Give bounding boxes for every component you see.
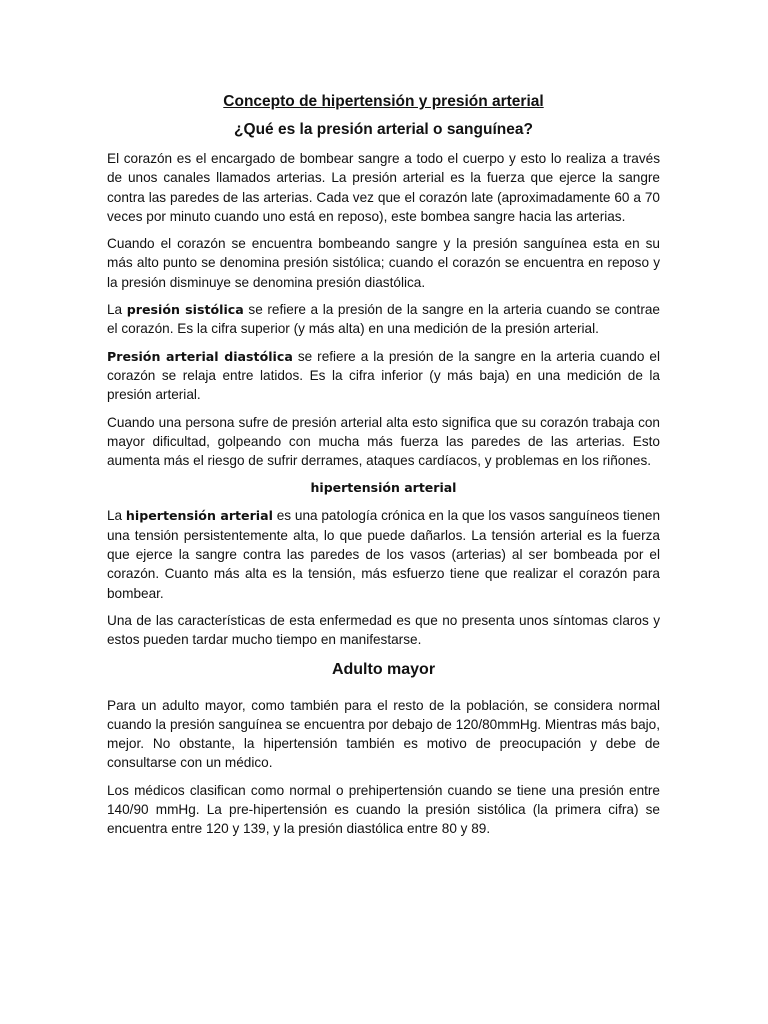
paragraph-symptoms: Una de las características de esta enfermedad es que no presenta unos síntomas claros y estos pueden tardar mucho tiempo en manifestarse. (107, 612, 660, 648)
paragraph-classification: Los médicos clasifican como normal o prehipertensión cuando se tiene una presión entre 140/90 mmHg. La pre-hipertensión es cuando la presión sistólica (la primera cifra) se encuentra entre 120 y 139, y la presión diastólica entre 80 y 89. (107, 782, 660, 837)
paragraph-text: se refiere a la presión de la sangre en la arteria cuando el corazón se relaja entre latidos. Es la cifra inferior (y más baja) en una medición de la presión arterial. (107, 348, 661, 403)
paragraph-high-pressure-effects: Cuando una persona sufre de presión arterial alta esto significa que su corazón trabaja con mayor dificultad, golpeando con mucha más fuerza las paredes de las arterias. Esto aumenta más el riesgo de sufrir derrames, ataques cardíacos, y problemas en los riñones. (107, 414, 660, 469)
term-systolic: presión sistólica (126, 302, 244, 318)
term-hypertension: hipertensión arterial (125, 508, 273, 524)
paragraph-systolic-diastolic: Cuando el corazón se encuentra bombeando sangre y la presión sanguínea esta en su más alto punto se denomina presión sistólica; cuando el corazón se encuentra en reposo y la presión disminuye se denomina presión diastólica. (107, 236, 660, 290)
document-page (107, 92, 660, 847)
paragraph-systolic-definition (107, 300, 660, 339)
paragraph-intro: El corazón es el encargado de bombear sangre a todo el cuerpo y esto lo realiza a través de unos canales llamados arterias. La presión arterial es la fuerza que ejerce la sangre contra las paredes de las arterias. Cada vez que el corazón late (aproximadamente 60 a 70 veces por minuto cuando uno está en reposo), este bombea sangre hacia las arterias. (107, 151, 660, 224)
paragraph-hypertension-definition (107, 506, 660, 602)
paragraph-text: La (107, 508, 126, 524)
document-title: Concepto de hipertensión y presión arterial (223, 93, 544, 110)
paragraph-elderly-normal: Para un adulto mayor, como también para el resto de la población, se considera normal cuando la presión sanguínea se encuentra por debajo de 120/80mmHg. Mientras más bajo, mejor. No obstante, la hipertensión también es motivo de preocupación y debe de consultarse con un médico. (107, 697, 660, 771)
paragraph-diastolic-definition (107, 347, 660, 405)
paragraph-text: es una patología crónica en la que los vasos sanguíneos tienen una tensión persistentemente alta, lo que puede dañarlos. La tensión arterial es la fuerza que ejerce la sangre contra las paredes de los vasos (arterias) al ser bombeada por el corazón. Cuanto más alta es la tensión, más esfuerzo tiene que realizar el corazón para bombear. (107, 508, 661, 601)
subheading-hypertension: hipertensión arterial (310, 480, 457, 496)
paragraph-text: se refiere a la presión de la sangre en la arteria cuando se contrae el corazón. Es la cifra superior (y más alta) en una medición de la presión arterial. (107, 302, 660, 337)
section-title-elderly: Adulto mayor (331, 660, 436, 678)
question-heading: ¿Qué es la presión arterial o sanguínea? (234, 121, 533, 138)
paragraph-text: La (107, 302, 127, 318)
term-diastolic: Presión arterial diastólica (107, 348, 293, 364)
